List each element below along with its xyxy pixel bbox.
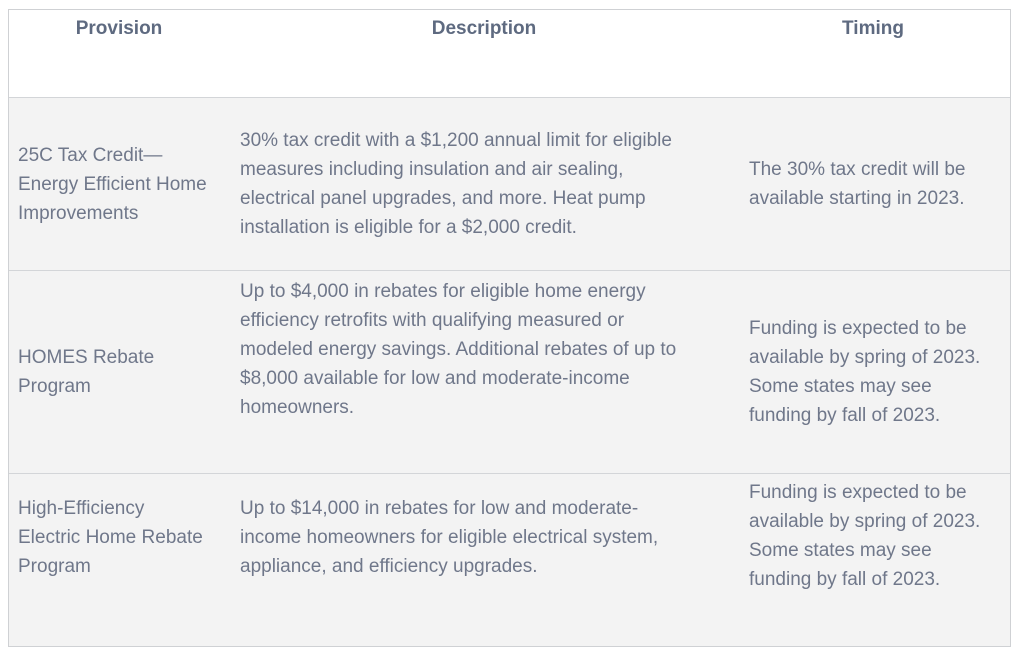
description-cell [240,474,740,646]
timing-cell [749,271,1011,473]
provision-cell [18,98,240,270]
provisions-table [8,9,1011,647]
header-timing: Timing [842,18,904,39]
timing-text: The 30% tax credit will be available starting in 2023. [749,159,966,209]
header-description: Description [431,18,537,39]
provision-cell [18,271,240,473]
timing-cell [749,474,1011,646]
timing-cell [749,98,1011,270]
table-row [9,97,1010,270]
header-provision: Provision [75,18,163,39]
description-cell [240,98,740,270]
description-cell [240,271,740,473]
description-text: 30% tax credit with a $1,200 annual limit for eligible measures including insulation and air sealing, electrical panel upgrades, and more. Heat pump installation is eligible for a $2,000 credit. [240,130,672,238]
table-header-row [9,10,1010,97]
table-row [9,473,1010,646]
timing-text: Funding is expected to be available by spring of 2023. Some states may see funding by fall of 2023. [749,318,981,426]
provision-text: HOMES Rebate Program [18,347,155,397]
table-row [9,270,1010,473]
provision-cell [18,474,240,646]
description-text: Up to $4,000 in rebates for eligible home energy efficiency retrofits with qualifying measured or modeled energy savings. Additional rebates of up to $8,000 available for low and moderate-income homeowners. [240,281,677,418]
provision-text: High-Efficiency Electric Home Rebate Program [18,498,203,577]
provision-text: 25C Tax Credit— Energy Efficient Home Improvements [18,144,207,224]
timing-text: Funding is expected to be available by spring of 2023. Some states may see funding by fall of 2023. [749,482,981,590]
description-text: Up to $14,000 in rebates for low and moderate- income homeowners for eligible electrical system, appliance, and efficiency upgrades. [240,498,659,577]
